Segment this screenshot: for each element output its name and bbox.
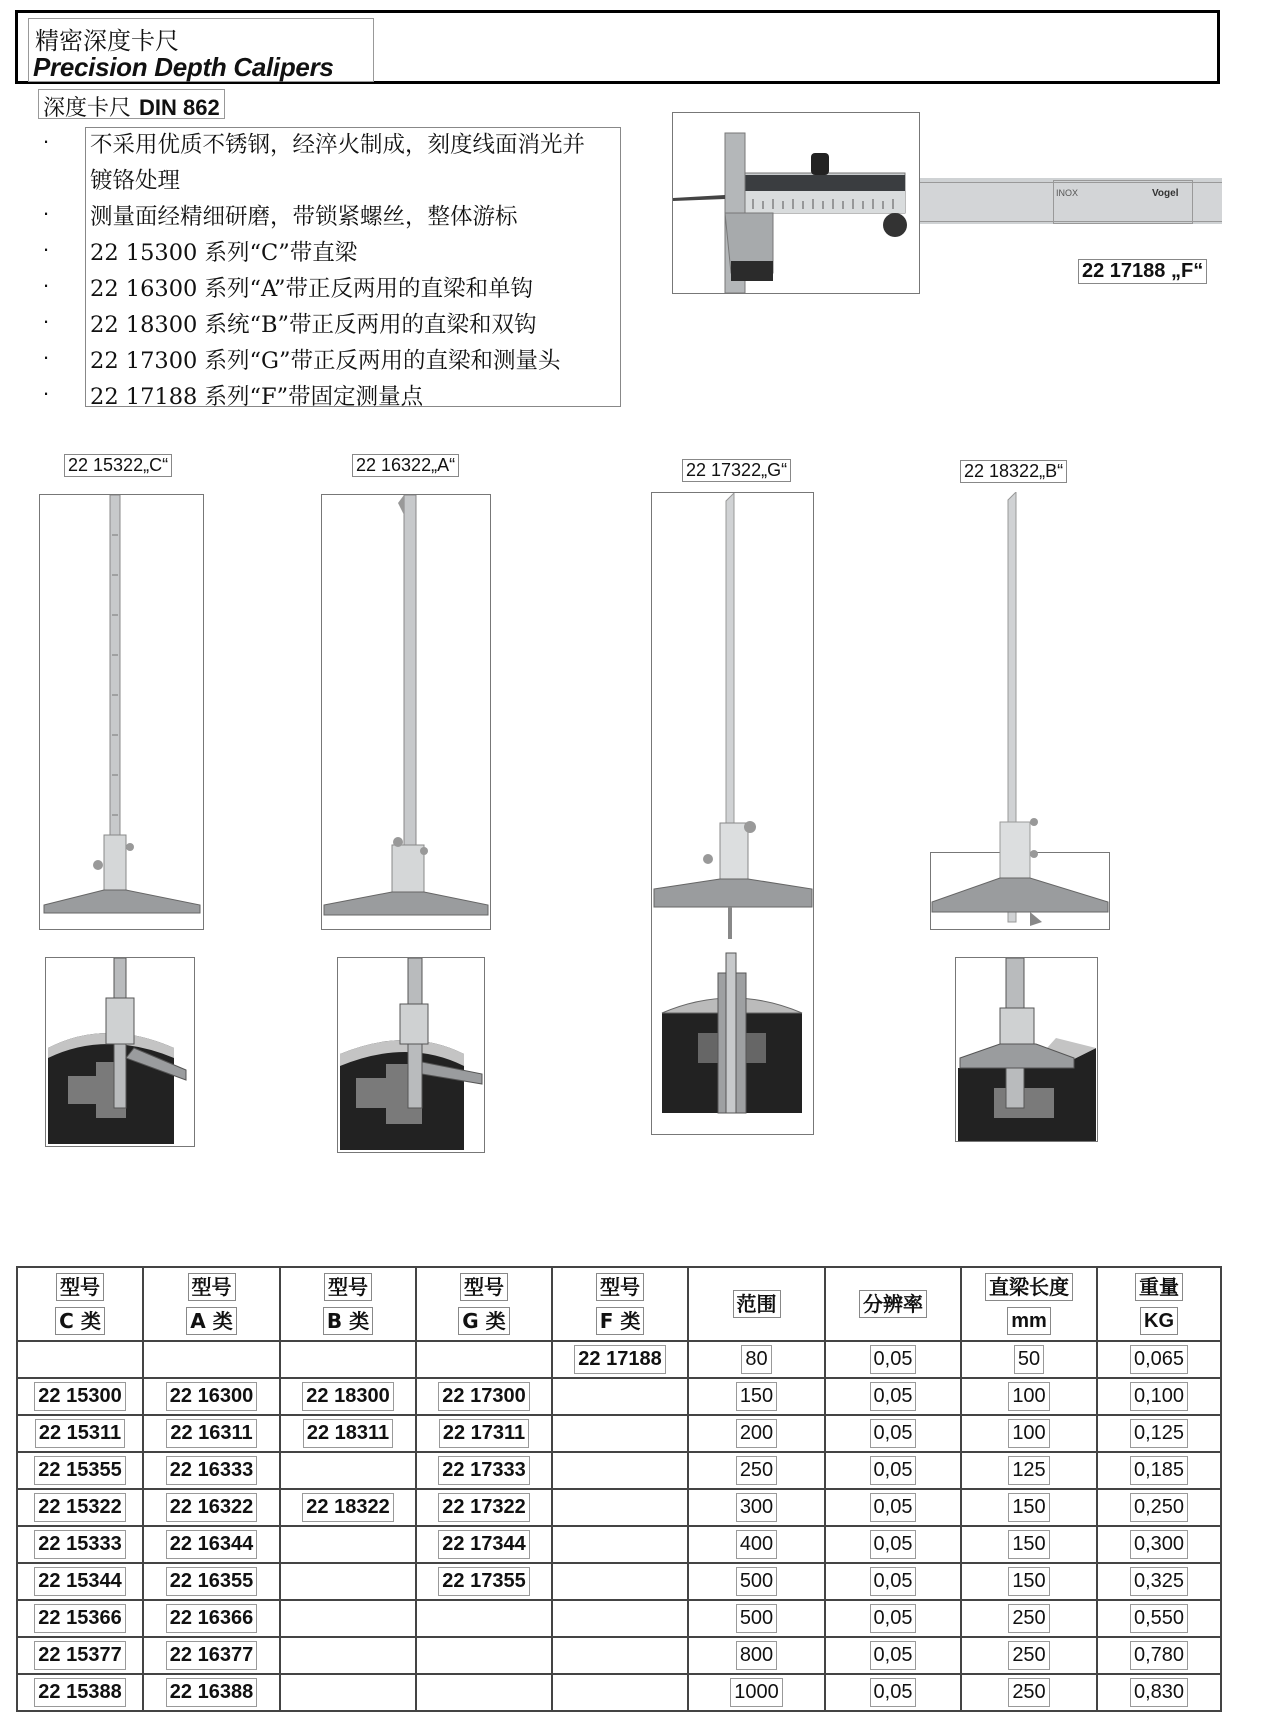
model-cell — [416, 1526, 552, 1563]
cell-value: 22 15377 — [34, 1641, 125, 1670]
model-cell — [552, 1378, 688, 1415]
header-resolution: 分辨率 — [825, 1267, 961, 1341]
model-cell — [17, 1341, 143, 1378]
feature-line: 22 15300 系列“C”带直梁 — [90, 240, 358, 266]
cell-value: 0,05 — [870, 1641, 917, 1670]
model-cell — [416, 1637, 552, 1674]
cell-value: 0,250 — [1130, 1493, 1188, 1522]
model-cell — [280, 1563, 416, 1600]
bullet-dot: · — [42, 380, 50, 405]
value-cell — [825, 1637, 961, 1674]
table-row — [17, 1341, 1221, 1378]
caliper-c-photo — [39, 494, 204, 930]
title-english: Precision Depth Calipers — [33, 52, 334, 82]
bullet-dot: · — [42, 200, 50, 225]
scale-highlight-frame — [1053, 180, 1193, 224]
cell-value: 250 — [736, 1456, 777, 1485]
table-row — [17, 1452, 1221, 1489]
feature-line: 22 17188 系列“F”带固定测量点 — [90, 384, 424, 410]
cell-value: 22 15333 — [34, 1530, 125, 1559]
bullet-dot: · — [42, 308, 50, 333]
model-cell — [17, 1674, 143, 1711]
cell-value: 0,780 — [1130, 1641, 1188, 1670]
cell-value: 22 17344 — [438, 1530, 529, 1559]
table-header-row — [17, 1267, 1221, 1341]
caliper-b-photo — [930, 492, 1110, 937]
cell-value: 0,05 — [870, 1567, 917, 1596]
model-cell — [143, 1341, 280, 1378]
value-cell — [825, 1526, 961, 1563]
cell-value: 22 16311 — [166, 1419, 256, 1448]
cell-value: 0,830 — [1130, 1678, 1188, 1707]
header-a: 型号 A 类 — [143, 1267, 280, 1341]
value-cell — [688, 1378, 825, 1415]
value-cell — [688, 1489, 825, 1526]
model-cell — [280, 1415, 416, 1452]
cell-value: 150 — [1008, 1567, 1049, 1596]
title-inner-box — [28, 18, 374, 82]
scale-text-inox: INOX — [1056, 188, 1079, 198]
table-row — [17, 1378, 1221, 1415]
value-cell — [1097, 1489, 1221, 1526]
cell-value: 22 16355 — [166, 1567, 257, 1596]
model-cell — [17, 1378, 143, 1415]
model-cell — [280, 1341, 416, 1378]
model-cell — [143, 1489, 280, 1526]
value-cell — [961, 1637, 1097, 1674]
model-cell — [552, 1637, 688, 1674]
value-cell — [825, 1452, 961, 1489]
model-cell — [416, 1452, 552, 1489]
cell-value: 22 15300 — [34, 1382, 125, 1411]
value-cell — [961, 1378, 1097, 1415]
cell-value: 22 15355 — [34, 1456, 125, 1485]
model-cell — [143, 1415, 280, 1452]
value-cell — [825, 1341, 961, 1378]
cell-value: 0,05 — [870, 1493, 917, 1522]
value-cell — [961, 1415, 1097, 1452]
section-title-din: DIN 862 — [139, 95, 220, 120]
model-cell — [17, 1563, 143, 1600]
value-cell — [961, 1600, 1097, 1637]
model-cell — [280, 1526, 416, 1563]
header-b: 型号 B 类 — [280, 1267, 416, 1341]
spec-table — [16, 1266, 1222, 1712]
table-body — [17, 1341, 1221, 1711]
feature-line: 不采用优质不锈钢，经淬火制成，刻度线面消光并 — [90, 132, 586, 158]
cell-value: 22 16333 — [166, 1456, 257, 1485]
cell-value: 400 — [736, 1530, 777, 1559]
value-cell — [825, 1563, 961, 1600]
model-cell — [280, 1378, 416, 1415]
caliper-g-photo — [651, 492, 814, 1135]
model-cell — [17, 1600, 143, 1637]
product-label-g: 22 17322„G“ — [682, 459, 791, 482]
cell-value: 250 — [1008, 1641, 1049, 1670]
section-title — [38, 89, 225, 119]
value-cell — [961, 1563, 1097, 1600]
value-cell — [1097, 1415, 1221, 1452]
cell-value: 0,185 — [1130, 1456, 1188, 1485]
header-f: 型号 F 类 — [552, 1267, 688, 1341]
cell-value: 80 — [741, 1345, 771, 1374]
cell-value: 500 — [736, 1604, 777, 1633]
value-cell — [825, 1674, 961, 1711]
model-cell — [143, 1600, 280, 1637]
value-cell — [1097, 1600, 1221, 1637]
bullet-dot: · — [42, 236, 50, 261]
cell-value: 22 17300 — [438, 1382, 529, 1411]
model-cell — [143, 1526, 280, 1563]
cell-value: 0,100 — [1130, 1382, 1188, 1411]
cell-value: 22 17333 — [438, 1456, 529, 1485]
cell-value: 0,05 — [870, 1604, 917, 1633]
title-box — [15, 10, 1220, 84]
table-row — [17, 1600, 1221, 1637]
cell-value: 22 16322 — [166, 1493, 257, 1522]
model-cell — [17, 1637, 143, 1674]
cell-value: 22 15311 — [35, 1419, 125, 1448]
value-cell — [688, 1600, 825, 1637]
usage-illustration-c — [45, 957, 195, 1147]
feature-line: 22 16300 系列“A”带正反两用的直梁和单钩 — [90, 276, 533, 302]
cell-value: 22 17188 — [574, 1345, 665, 1374]
cell-value: 22 16388 — [166, 1678, 257, 1707]
value-cell — [825, 1415, 961, 1452]
value-cell — [1097, 1637, 1221, 1674]
header-g: 型号 G 类 — [416, 1267, 552, 1341]
feature-line: 22 18300 系统“B”带正反两用的直梁和双钩 — [90, 312, 537, 338]
value-cell — [961, 1674, 1097, 1711]
product-label-a: 22 16322„A“ — [352, 454, 459, 477]
cell-value: 0,550 — [1130, 1604, 1188, 1633]
cell-value: 0,05 — [870, 1530, 917, 1559]
value-cell — [688, 1563, 825, 1600]
feature-line: 镀铬处理 — [90, 168, 181, 194]
cell-value: 100 — [1008, 1419, 1049, 1448]
table-row — [17, 1415, 1221, 1452]
cell-value: 0,325 — [1130, 1567, 1188, 1596]
table-row — [17, 1489, 1221, 1526]
value-cell — [688, 1674, 825, 1711]
table-row — [17, 1674, 1221, 1711]
cell-value: 150 — [736, 1382, 777, 1411]
caliper-f-label: 22 17188 „F“ — [1078, 259, 1207, 284]
cell-value: 0,300 — [1130, 1530, 1188, 1559]
value-cell — [961, 1341, 1097, 1378]
model-cell — [143, 1674, 280, 1711]
feature-line: 测量面经精细研磨，带锁紧螺丝，整体游标 — [90, 204, 518, 230]
cell-value: 22 16377 — [166, 1641, 257, 1670]
model-cell — [552, 1415, 688, 1452]
cell-value: 125 — [1008, 1456, 1049, 1485]
cell-value: 0,05 — [870, 1456, 917, 1485]
cell-value: 22 16300 — [166, 1382, 257, 1411]
model-cell — [143, 1563, 280, 1600]
cell-value: 800 — [736, 1641, 777, 1670]
header-beam-length: 直梁长度 mm — [961, 1267, 1097, 1341]
value-cell — [825, 1489, 961, 1526]
table-row — [17, 1637, 1221, 1674]
cell-value: 22 18300 — [302, 1382, 393, 1411]
usage-illustration-a — [337, 957, 485, 1153]
product-label-c: 22 15322„C“ — [64, 454, 172, 477]
model-cell — [143, 1637, 280, 1674]
value-cell — [1097, 1341, 1221, 1378]
model-cell — [552, 1674, 688, 1711]
cell-value: 22 15366 — [34, 1604, 125, 1633]
table-row — [17, 1526, 1221, 1563]
model-cell — [280, 1489, 416, 1526]
cell-value: 22 15322 — [34, 1493, 125, 1522]
model-cell — [416, 1341, 552, 1378]
cell-value: 22 17322 — [438, 1493, 529, 1522]
cell-value: 22 15388 — [34, 1678, 125, 1707]
value-cell — [961, 1489, 1097, 1526]
cell-value: 500 — [736, 1567, 777, 1596]
model-cell — [280, 1674, 416, 1711]
section-title-chinese: 深度卡尺 — [43, 96, 132, 121]
model-cell — [416, 1378, 552, 1415]
usage-illustration-b — [955, 957, 1098, 1142]
model-cell — [416, 1600, 552, 1637]
model-cell — [552, 1452, 688, 1489]
model-cell — [280, 1452, 416, 1489]
value-cell — [1097, 1378, 1221, 1415]
cell-value: 22 15344 — [34, 1567, 125, 1596]
value-cell — [1097, 1452, 1221, 1489]
value-cell — [688, 1415, 825, 1452]
cell-value: 22 17355 — [438, 1567, 529, 1596]
header-range: 范围 — [688, 1267, 825, 1341]
cell-value: 200 — [736, 1419, 777, 1448]
model-cell — [143, 1378, 280, 1415]
bullet-dot: · — [42, 272, 50, 297]
model-cell — [280, 1637, 416, 1674]
cell-value: 300 — [736, 1493, 777, 1522]
cell-value: 22 17311 — [439, 1419, 529, 1448]
cell-value: 22 18322 — [302, 1493, 393, 1522]
value-cell — [688, 1526, 825, 1563]
model-cell — [552, 1526, 688, 1563]
value-cell — [961, 1526, 1097, 1563]
cell-value: 0,125 — [1130, 1419, 1188, 1448]
cell-value: 50 — [1014, 1345, 1044, 1374]
model-cell — [552, 1489, 688, 1526]
feature-line: 22 17300 系列“G”带正反两用的直梁和测量头 — [90, 348, 561, 374]
value-cell — [688, 1452, 825, 1489]
model-cell — [416, 1674, 552, 1711]
cell-value: 100 — [1008, 1382, 1049, 1411]
cell-value: 0,05 — [870, 1345, 917, 1374]
bullet-dot: · — [42, 344, 50, 369]
cell-value: 22 16366 — [166, 1604, 257, 1633]
scale-text-brand: Vogel — [1152, 188, 1179, 199]
title-chinese: 精密深度卡尺 — [35, 27, 179, 55]
model-cell — [17, 1415, 143, 1452]
value-cell — [1097, 1563, 1221, 1600]
model-cell — [552, 1600, 688, 1637]
table-row — [17, 1563, 1221, 1600]
model-cell — [416, 1489, 552, 1526]
cell-value: 150 — [1008, 1530, 1049, 1559]
value-cell — [825, 1378, 961, 1415]
header-weight: 重量 KG — [1097, 1267, 1221, 1341]
cell-value: 22 18311 — [303, 1419, 393, 1448]
caliper-f-photo — [672, 112, 920, 294]
value-cell — [688, 1637, 825, 1674]
product-label-b: 22 18322„B“ — [960, 460, 1067, 483]
model-cell — [552, 1563, 688, 1600]
caliper-a-photo — [321, 494, 491, 930]
bullet-dot: · — [42, 128, 50, 153]
model-cell — [17, 1489, 143, 1526]
cell-value: 1000 — [730, 1678, 783, 1707]
cell-value: 0,065 — [1130, 1345, 1188, 1374]
value-cell — [1097, 1674, 1221, 1711]
model-cell — [17, 1452, 143, 1489]
model-cell — [17, 1526, 143, 1563]
model-cell — [280, 1600, 416, 1637]
cell-value: 150 — [1008, 1493, 1049, 1522]
cell-value: 0,05 — [870, 1419, 917, 1448]
cell-value: 250 — [1008, 1678, 1049, 1707]
cell-value: 0,05 — [870, 1382, 917, 1411]
value-cell — [961, 1452, 1097, 1489]
value-cell — [825, 1600, 961, 1637]
header-c: 型号 C 类 — [17, 1267, 143, 1341]
model-cell — [416, 1563, 552, 1600]
model-cell — [416, 1415, 552, 1452]
model-cell — [143, 1452, 280, 1489]
value-cell — [1097, 1526, 1221, 1563]
value-cell — [688, 1341, 825, 1378]
cell-value: 250 — [1008, 1604, 1049, 1633]
model-cell — [552, 1341, 688, 1378]
cell-value: 0,05 — [870, 1678, 917, 1707]
cell-value: 22 16344 — [166, 1530, 257, 1559]
